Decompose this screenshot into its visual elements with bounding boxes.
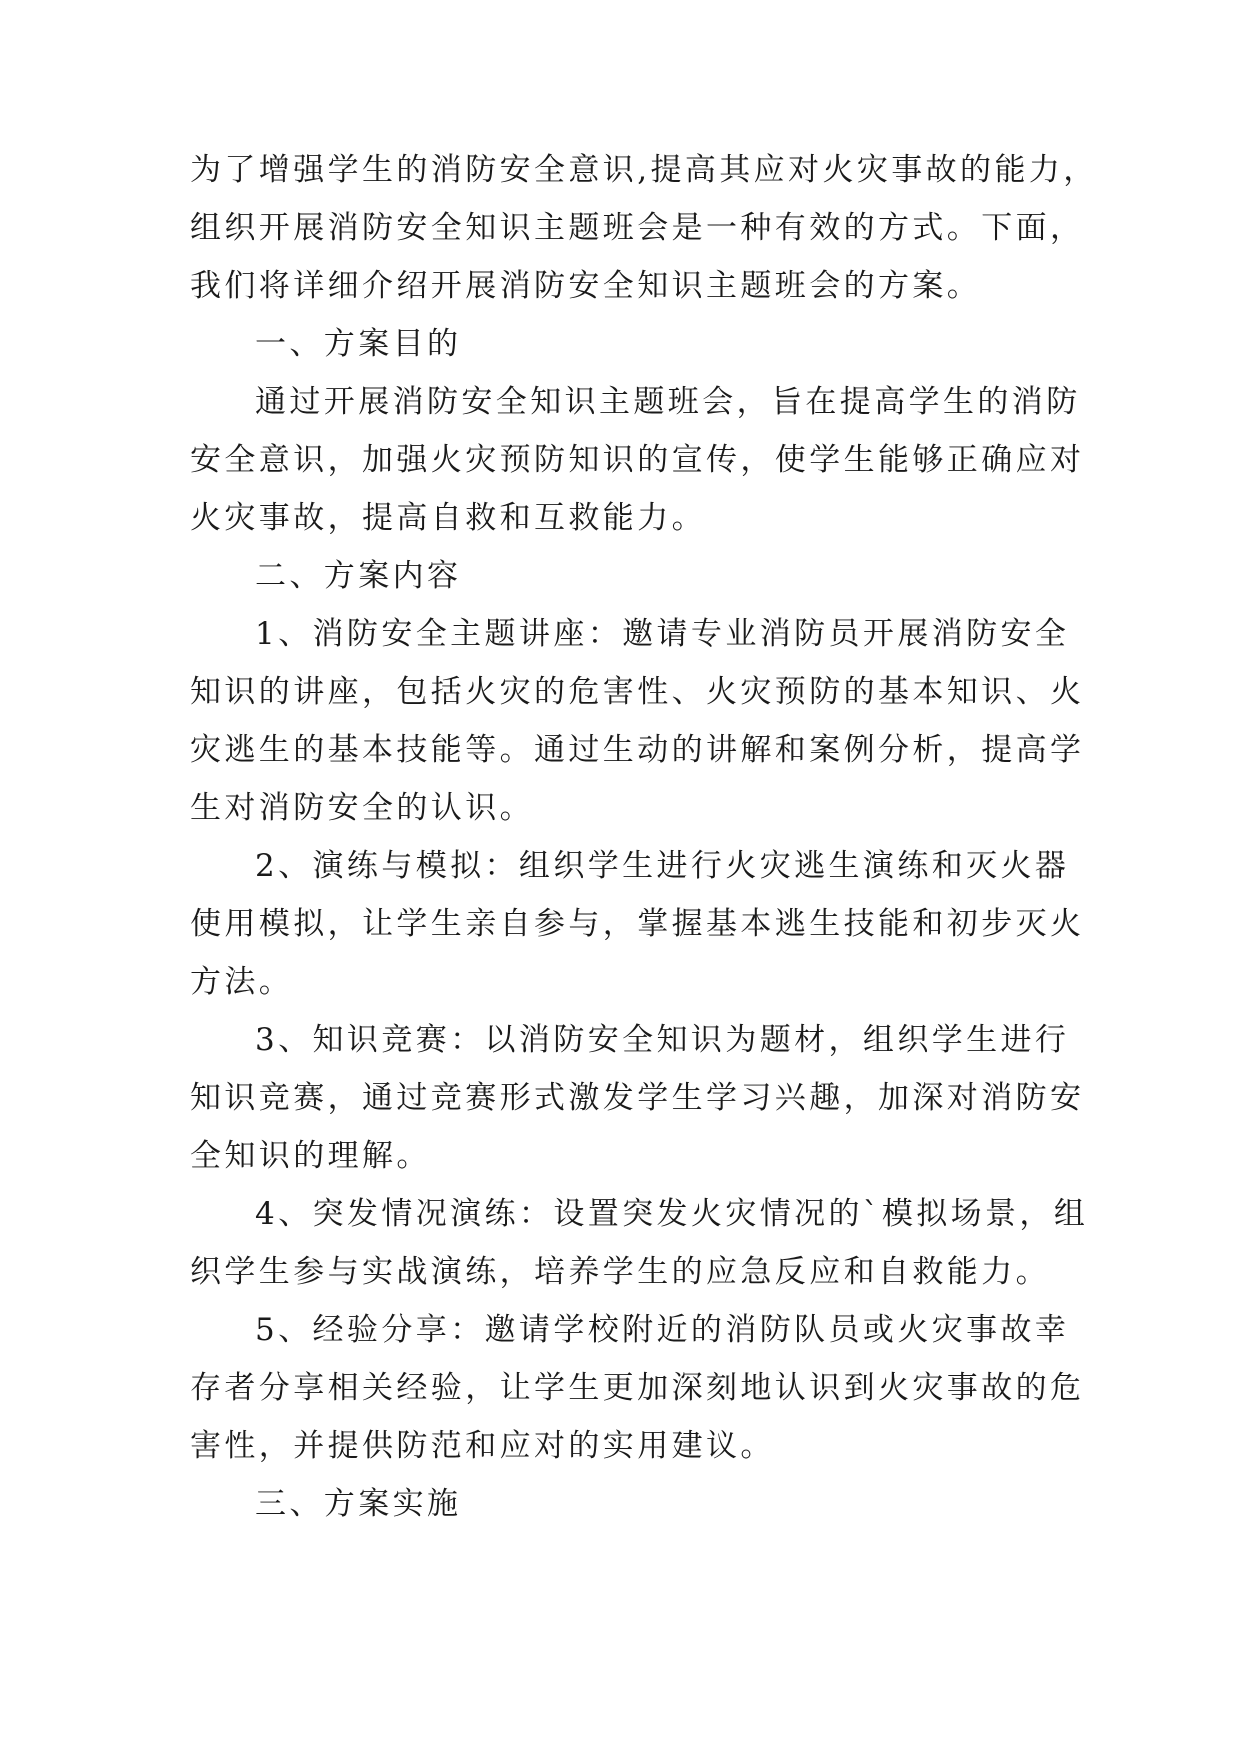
section-heading-implementation: 三、方案实施 [255, 1486, 462, 1522]
text-line: 火灾事故，提高自救和互救能力。 [190, 500, 706, 536]
text-line: 全知识的理解。 [190, 1138, 431, 1174]
text-line: 知识竞赛，通过竞赛形式激发学生学习兴趣，加深对消防安 [190, 1080, 1085, 1116]
text-line: 1、消防安全主题讲座：邀请专业消防员开展消防安全 [255, 616, 1070, 652]
text-line: 使用模拟，让学生亲自参与，掌握基本逃生技能和初步灭火 [190, 906, 1085, 942]
text-line: 害性，并提供防范和应对的实用建议。 [190, 1428, 775, 1464]
text-line: 生对消防安全的认识。 [190, 790, 534, 826]
text-line: 安全意识，加强火灾预防知识的宣传，使学生能够正确应对 [190, 442, 1085, 478]
text-line: 为了增强学生的消防安全意识,提高其应对火灾事故的能力， [190, 152, 1098, 188]
text-line: 织学生参与实战演练，培养学生的应急反应和自救能力。 [190, 1254, 1050, 1290]
text-line: 知识的讲座，包括火灾的危害性、火灾预防的基本知识、火 [190, 674, 1085, 710]
text-line: 我们将详细介绍开展消防安全知识主题班会的方案。 [190, 268, 982, 304]
text-line: 4、突发情况演练：设置突发火灾情况的`模拟场景，组 [255, 1196, 1089, 1232]
section-heading-content: 二、方案内容 [255, 558, 462, 594]
section-heading-purpose: 一、方案目的 [255, 326, 462, 362]
text-line: 存者分享相关经验，让学生更加深刻地认识到火灾事故的危 [190, 1370, 1085, 1406]
text-line: 灾逃生的基本技能等。通过生动的讲解和案例分析，提高学 [190, 732, 1085, 768]
text-line: 方法。 [190, 964, 294, 1000]
text-line: 3、知识竞赛：以消防安全知识为题材，组织学生进行 [255, 1022, 1070, 1058]
text-line: 组织开展消防安全知识主题班会是一种有效的方式。下面， [190, 210, 1085, 246]
text-line: 通过开展消防安全知识主题班会，旨在提高学生的消防 [255, 384, 1081, 420]
text-line: 5、经验分享：邀请学校附近的消防队员或火灾事故幸 [255, 1312, 1070, 1348]
text-line: 2、演练与模拟：组织学生进行火灾逃生演练和灭火器 [255, 848, 1070, 884]
